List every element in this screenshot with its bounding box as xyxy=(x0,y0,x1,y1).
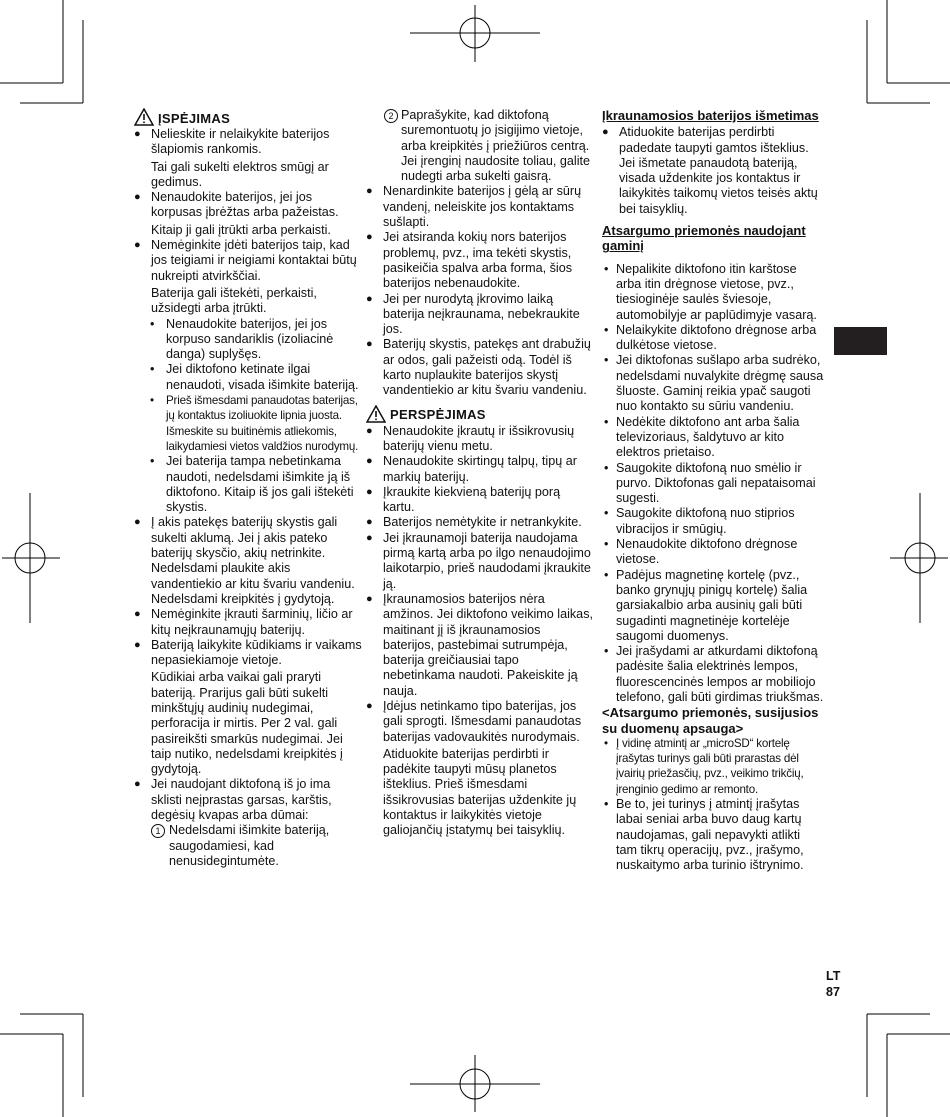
page-number-value: 87 xyxy=(826,985,840,999)
list-item-note: Kitaip ji gali įtrūkti arba perkaisti. xyxy=(151,222,331,237)
list-item: ● Nenaudokite įkrautų ir išsikrovusių baterijų vienu metu. xyxy=(366,424,594,455)
list-item-note: Baterija gali ištekėti, perkaisti, užsidegti arba įtrūkti. xyxy=(151,285,317,316)
sub-list-item: • Jei baterija tampa nebetinkama naudoti, nedelsdami išimkite ją iš diktofono. Kitaip iš jos gali ištekėti skystis. xyxy=(134,454,362,515)
list-item: ● Baterijos nemėtykite ir netrankykite. xyxy=(366,515,594,530)
step-text: Nedelsdami išimkite bateriją, saugodamiesi, kad nenusidegintumėte. xyxy=(169,823,330,868)
list-item: ● Į akis patekęs baterijų skystis gali sukelti aklumą. Jei į akis pateko baterijų skysčio, akių netrinkite. Nedelsdami plaukite akis vandentiekio ar kitu švariu vandeniu. Nedelsdami kreipkitės į gydytoją. xyxy=(134,515,362,607)
column-1 xyxy=(134,108,362,869)
list-item-note: Tai gali sukelti elektros smūgį ar gedimus. xyxy=(151,159,329,189)
list-item: • Jei diktofonas sušlapo arba sudrėko, nedelsdami nuvalykite drėgmę sausa šluoste. Gaminį reikia ypač saugoti nuo kontakto su sūriu vandeniu. xyxy=(602,353,824,414)
data-protection-heading: <Atsargumo priemonės, susijusios su duomenų apsauga> xyxy=(602,705,819,736)
list-item: ● Nenardinkite baterijos į gėlą ar sūrų vandenį, neleiskite jos kontaktams sušlapti. xyxy=(366,184,594,230)
list-item: • Nepalikite diktofono itin karštose arba itin drėgnose vietose, pvz., tiesioginėje saulės šviesoje, automobilyje ar paplūdimyje vasarą. xyxy=(602,262,824,323)
warning-heading xyxy=(134,108,362,126)
page-number xyxy=(826,968,840,1000)
list-item: ● Nenaudokite baterijos, jei jos korpusas įbrėžtas arba pažeistas. xyxy=(134,190,362,221)
list-item: ● Nemėginkite įkrauti šarminių, ličio ar kitų neįkraunamųjų baterijų. xyxy=(134,607,362,638)
step-number: 2 xyxy=(384,109,398,123)
step-text: Paprašykite, kad diktofoną suremontuotų jo įsigijimo vietoje, arba kreipkitės į priežiūros centrą. Jei įrenginį naudosite toliau, galite nudegti arba sukelti gaisrą. xyxy=(401,108,591,184)
column-3 xyxy=(602,108,824,874)
numbered-step xyxy=(134,823,362,869)
list-item: • Nelaikykite diktofono drėgnose arba dulkėtose vietose. xyxy=(602,323,824,354)
numbered-step xyxy=(366,108,594,184)
sub-list-item: • Prieš išmesdami panaudotas baterijas, jų kontaktus izoliuokite lipnia juosta. Išmeskite su buitinėmis atliekomis, laikydamiesi vietos valdžios nurodymų. xyxy=(134,393,362,454)
caution-heading xyxy=(366,405,594,423)
warning-title: ĮSPĖJIMAS xyxy=(158,110,231,126)
list-item: • Padėjus magnetinę kortelę (pvz., banko grynųjų pinigų kortelę) šalia garsiakalbio arba ausinių gali būti sugadinti magnetinėje kortelėje saugomi duomenys. xyxy=(602,568,824,644)
list-item: • Saugokite diktofoną nuo smėlio ir purvo. Diktofonas gali nepataisomai sugesti. xyxy=(602,461,824,507)
list-item: ● Jei atsiranda kokių nors baterijos problemų, pvz., ima tekėti skystis, pasikeičia spalva arba forma, šios baterijos nebenaudokite. xyxy=(366,230,594,291)
list-item: ● Bateriją laikykite kūdikiams ir vaikams nepasiekiamoje vietoje. xyxy=(134,638,362,669)
list-item: ● Nenaudokite skirtingų talpų, tipų ar markių baterijų. xyxy=(366,454,594,485)
language-code: LT xyxy=(826,969,841,983)
list-item: ● Įkraunamosios baterijos nėra amžinos. Jei diktofono veikimo laikas, maitinant jį iš įkraunamosios baterijos, pastebimai sutrumpėja, baterija greičiausiai tapo nebetinkama naudoti. Pakeiskite ją nauja. xyxy=(366,592,594,699)
list-item: ● Įkraukite kiekvieną baterijų porą kartu. xyxy=(366,485,594,516)
list-item: ● Baterijų skystis, patekęs ant drabužių ar odos, gali pažeisti odą. Todėl iš karto nuplaukite baterijos skystį vandentiekio ar kitu švariu vandeniu. xyxy=(366,337,594,398)
precautions-heading: Atsargumo priemonės naudojant gaminį xyxy=(602,223,806,254)
column-2 xyxy=(366,108,594,839)
caution-title: PERSPĖJIMAS xyxy=(390,407,486,423)
sub-list-item: • Jei diktofono ketinate ilgai nenaudoti, visada išimkite bateriją. xyxy=(134,362,362,393)
list-item: ● Nelieskite ir nelaikykite baterijos šlapiomis rankomis. xyxy=(134,127,362,158)
list-item: ● Jei įkraunamoji baterija naudojama pirmą kartą arba po ilgo nenaudojimo laikotarpio, prieš naudodami įkraukite ją. xyxy=(366,531,594,592)
disposal-heading: Įkraunamosios baterijos išmetimas xyxy=(602,108,819,123)
list-item: • Nedėkite diktofono ant arba šalia televizoriaus, šaldytuvo ar kito elektros prietaiso. xyxy=(602,415,824,461)
list-item: ● Įdėjus netinkamo tipo baterijas, jos gali sprogti. Išmesdami panaudotas baterijas vadovaukitės nurodymais. xyxy=(366,699,594,745)
language-tab xyxy=(834,327,887,355)
list-item: ● Jei per nurodytą įkrovimo laiką baterija neįkraunama, nebekraukite jos. xyxy=(366,292,594,338)
list-item: • Nenaudokite diktofono drėgnose vietose. xyxy=(602,537,824,568)
warning-icon xyxy=(366,405,386,423)
step-number: 1 xyxy=(151,824,165,838)
list-item: • Jei įrašydami ar atkurdami diktofoną padėsite šalia elektrinės lempos, fluorescencinės lempos ar mobiliojo telefono, gali būti girdimas triukšmas. xyxy=(602,644,824,705)
list-item: ● Atiduokite baterijas perdirbti padedate taupyti gamtos išteklius. Jei išmetate panaudotą bateriją, visada uždenkite jos kontaktus ir laikykitės taikomų vietos teisės aktų bei taisyklių. xyxy=(602,125,824,217)
sub-list-item: • Nenaudokite baterijos, jei jos korpuso sandariklis (izoliacinė danga) suplyšęs. xyxy=(134,317,362,363)
list-item: ● Nemėginkite įdėti baterijos taip, kad jos teigiami ir neigiami kontaktai būtų nukreipti atvirkščiai. xyxy=(134,238,362,284)
list-item: ● Jei naudojant diktofoną iš jo ima sklisti neįprastas garsas, karštis, degėsių kvapas arba dūmai: xyxy=(134,777,362,823)
list-item: • Saugokite diktofoną nuo stiprios vibracijos ir smūgių. xyxy=(602,506,824,537)
list-item: • Į vidinę atmintį ar „microSD“ kortelę įrašytas turinys gali būti prarastas dėl įvairių priežasčių, pvz., veikimo trikčių, įrenginio gedimo ar remonto. xyxy=(602,736,824,797)
list-item-note: Kūdikiai arba vaikai gali praryti bateriją. Prarijus gali būti sukelti minkštųjų audinių nudegimai, perforacija ir mirtis. Per 2 val. gali pasireikšti smarkūs nudegimai. Jei taip nutiko, nedelsdami kreipkitės į gydytoją. xyxy=(151,670,343,777)
list-item-note: Atiduokite baterijas perdirbti ir padėkite taupyti mūsų planetos išteklius. Prieš išmesdami išsikrovusias baterijas uždenkite jų kontaktus ir laikykitės vietoje galiojančių įstatymų bei taisyklių. xyxy=(383,746,577,838)
list-item: • Be to, jei turinys į atmintį įrašytas labai seniai arba buvo daug kartų naudojamas, gali nepavykti atlikti tam tikrų operacijų, pvz., įrašymo, nuskaitymo arba turinio ištrynimo. xyxy=(602,797,824,873)
warning-icon xyxy=(134,108,154,126)
